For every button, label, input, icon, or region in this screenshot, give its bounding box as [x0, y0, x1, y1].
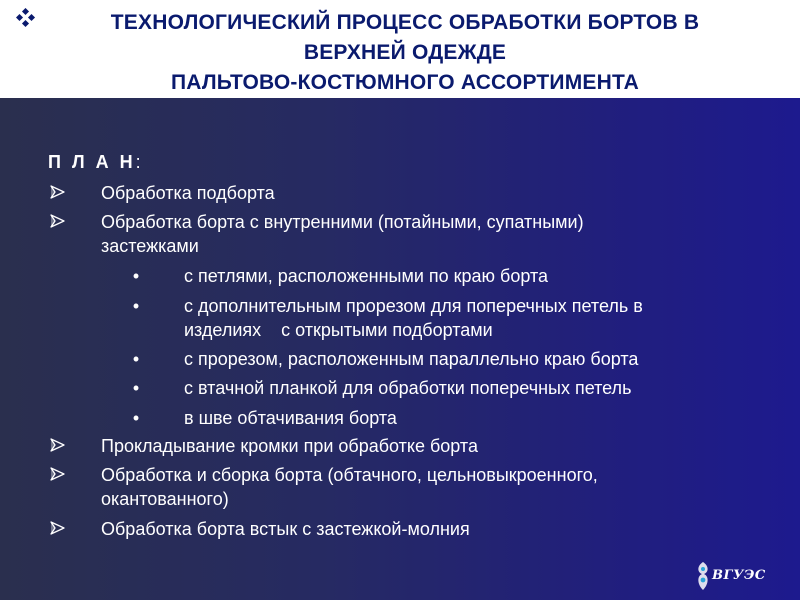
dot-bullet: •	[132, 266, 140, 286]
dot-bullet: •	[132, 349, 140, 369]
title-line-1: ТЕХНОЛОГИЧЕСКИЙ ПРОЦЕСС ОБРАБОТКИ БОРТОВ В	[110, 11, 700, 34]
plan-heading-colon: :	[135, 152, 141, 172]
body-panel	[0, 98, 800, 600]
arrow-bullet-icon	[48, 435, 68, 455]
title-line-3: ПАЛЬТОВО-КОСТЮМНОГО АССОРТИМЕНТА	[170, 71, 640, 94]
plan-subitem-5: в шве обтачивания борта	[184, 408, 397, 428]
dot-bullet: •	[132, 296, 140, 316]
plan-item-5: Обработка борта встык с застежкой-молния	[101, 519, 470, 539]
plan-item-2-line-1: Обработка борта с внутренними (потайными, супатными)	[101, 212, 584, 232]
plan-item-4-line-2: окантованного)	[101, 489, 229, 509]
title-band	[0, 0, 800, 98]
arrow-bullet-icon	[48, 182, 68, 202]
plan-subitem-2-line-1: с дополнительным прорезом для поперечных петель в	[184, 296, 643, 316]
arrow-bullet-icon	[48, 211, 68, 231]
plan-subitem-3: с прорезом, расположенным параллельно краю борта	[184, 349, 639, 369]
plan-item-2	[101, 210, 751, 258]
plan-subitem-4: с втачной планкой для обработки поперечных петель	[184, 378, 632, 398]
arrow-bullet-icon	[48, 518, 68, 538]
plan-subitem-1: с петлями, расположенными по краю борта	[184, 266, 549, 286]
plan-item-4-line-1: Обработка и сборка борта (обтачного, цельновыкроенного,	[101, 465, 598, 485]
plan-heading-text: П Л А Н	[48, 152, 136, 172]
plan-item-2-line-2: застежками	[101, 236, 199, 256]
plan-item-3: Прокладывание кромки при обработке борта	[101, 436, 478, 456]
slide-title	[20, 8, 790, 98]
logo-text: ВГУЭС	[712, 568, 766, 583]
dot-bullet: •	[132, 378, 140, 398]
arrow-bullet-icon	[48, 464, 68, 484]
plan-subitem-2-line-2: изделиях с открытыми подбортами	[184, 320, 493, 340]
plan-subitem-2	[184, 294, 774, 342]
grape-vine-logo-icon	[694, 560, 712, 592]
vguies-logo	[694, 558, 786, 594]
dot-bullet: •	[132, 408, 140, 428]
plan-item-4	[101, 463, 751, 511]
diamond-bullet-icon	[16, 8, 36, 28]
plan-item-1: Обработка подборта	[101, 183, 275, 203]
plan-heading	[48, 150, 141, 174]
title-line-2: ВЕРХНЕЙ ОДЕЖДЕ	[303, 41, 507, 64]
